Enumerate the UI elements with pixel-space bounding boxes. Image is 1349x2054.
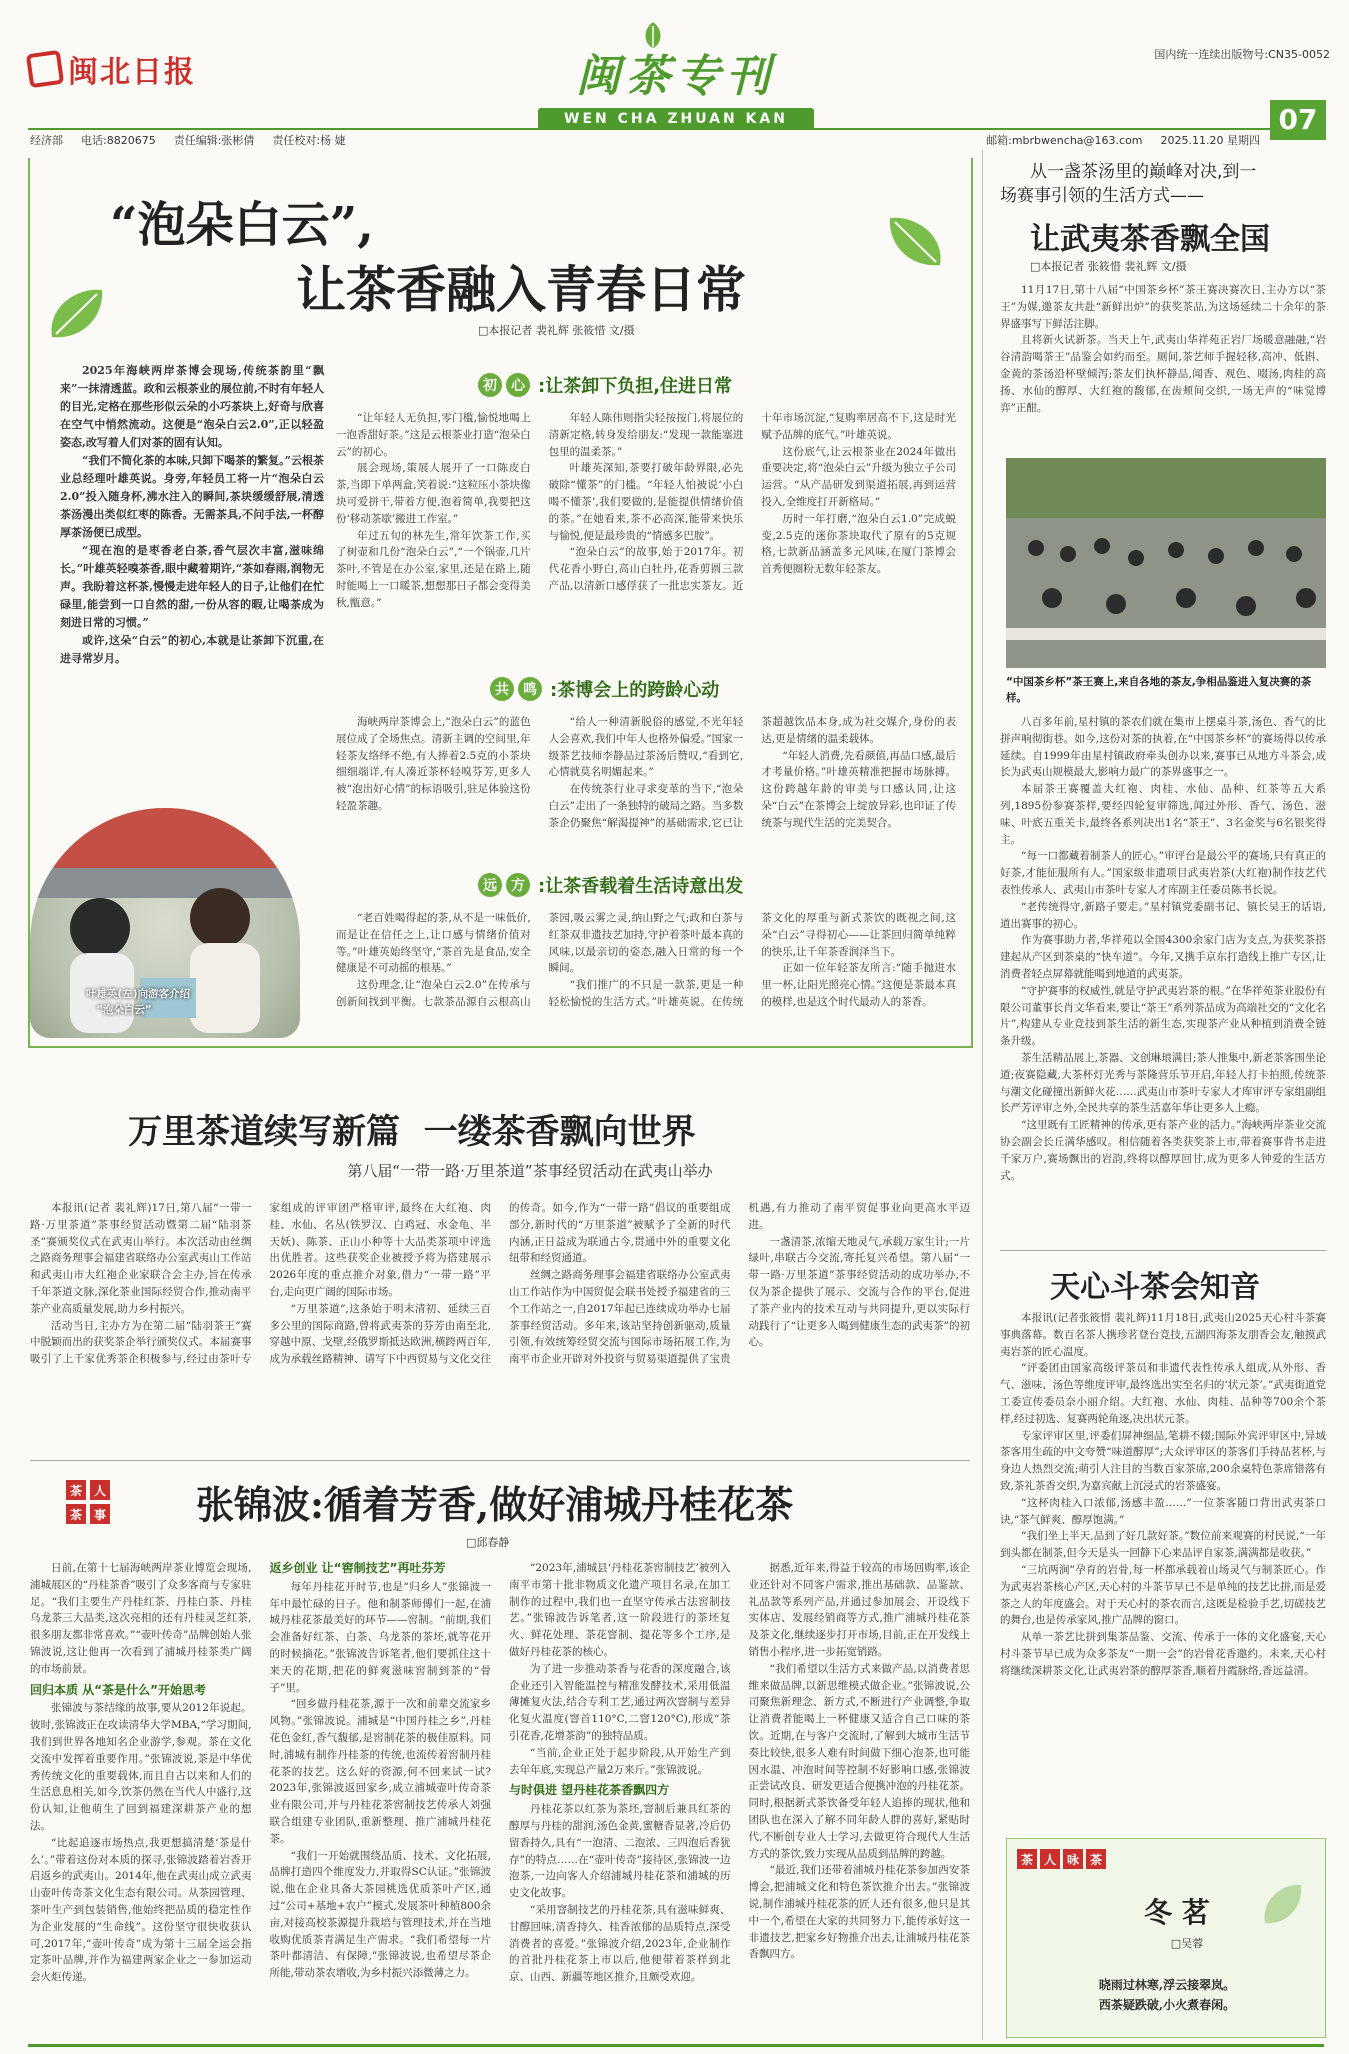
section-tag-char: 心 [506,373,530,397]
header-info-right [930,132,1260,148]
wanli-body: 本报讯(记者 裴礼辉)17日,第八届“一带一路·万里茶道”茶事经贸活动暨第二届“陆羽茶圣”赛颁奖仪式在武夷山举行。本次活动由丝绸之路商务理事会福建省联络办公室武夷山工作站和武夷山市大红袍企业家联合会主办,旨在传承千年茶道文脉,深化茶业国际经贸合作,推动南平茶产业高质量发展,助力乡村振兴。 活动当日,主办方为在第二届“陆羽茶王”赛中脱颖而出的获奖茶企举行颁奖仪式。本届赛事吸引了上千家优秀茶企积极参与,经过由茶叶专家组成的评审团严格审评,最终在大红袍、肉桂、水仙、名丛(铁罗汉、白鸡冠、水金龟、半天妖)、陈茶、正山小种等十大品类茶项中评选出优胜者。这些获奖企业被授予将为搭建展示2026年度的重点推介对象,借力“一带一路”平台,走向更广阔的国际市场。 “万里茶道”,这条始于明末清初、延续三百多公里的国际商路,曾将武夷茶的芬芳由南至北,穿越中原、戈壁,经俄罗斯抵达欧洲,横跨两百年,成为承载丝路精神、请写下中西贸易与文化交往的传奇。如今,作为“一带一路”倡议的重要组成部分,新时代的“万里茶道”被赋予了全新的时代内涵,正日益成为联通古今,贯通中外的重要文化纽带和经贸通道。 丝绸之路商务理事会福建省联络办公室武夷山工作站作为中国贸促会联书处授予福建省的三个工作站之一,自2017年起已连续成功举办七届茶事经贸活动。多年来,该站坚持创新驱动,质量引领,有效统筹经贸交流与国际市场拓展工作,为南平市企业开辟对外投资与贸易渠道提供了宝贵机遇,有力推动了南平贸促事业向更高水平迈进。 一盏清茶,浓缩天地灵气,承载万家生计;一片绿叶,串联古今交流,寄托复兴希望。第八届“一带一路·万里茶道”茶事经贸活动的成功举办,不仅为茶企提供了展示、交流与合作的平台,促进了茶产业内的技术互动与共同提升,更以实际行动践行了“让更多人喝到健康生态的武夷茶”的初心。 [30,1202,970,1366]
section-body-chuxin: “让年轻人无负担,零门槛,愉悦地喝上一泡香甜好茶。”这是云根茶业打造“泡朵白云”的初心。 展会现场,策展人展开了一口陈皮白茶,当即下单两盒,笑着说:“这粒压小茶块像块可爱拼干,带着方便,泡着简单,我要把这份‘移动茶歇’搬进工作室。” 年过五旬的林先生,常年饮茶工作,买了树壶和几份“泡朵白云”,“一个锅壶,几片茶叶,不管是在办公室,家里,还是在路上,随时能喝上一口暖茶,想想那日子都会变得美秋,甑意。” 年轻人陈伟则指尖轻按按门,将展位的清新定格,转身发给朋友:“发现一款能塞进包里的温柔茶。” 叶雄英深知,茶要打破年龄界限,必先破除“懂茶”的门槛。“年轻人怕被说‘小白喝不懂茶’,我们要做的,是能提供情绪价值的茶。”在她看来,茶不必高深,能带来快乐与愉悦,便是最珍贵的“情感多巴胺”。 “泡朵白云”的故事,始于2017年。初代花香小野白,高山白牡丹,花香剪圆三款产品,以清新口感俘获了一批忠实茶友。近十年市场沉淀,“复购率居高不下,这是时光赋予品牌的底气。”叶雄英说。 这份底气,让云根茶业在2024年做出重要决定,将“泡朵白云”升级为独立子公司运营。“从产品研发到渠道拓展,再到运营投入,全维度打开新格局。” 历时一年打磨,“泡朵白云1.0”完成蜕变,2.5克的迷你茶块取代了原有的5克规格,七款新品涵盖多元风味,在厦门茶博会首秀便圈粉无数年轻茶友。 [336,412,956,609]
feature-intro [60,362,324,802]
poem-lines: 晓雨过林寒,浮云接翠岚。 西茶疑跌破,小火煮春闲。 [1098,1978,1236,2012]
cn-number: 国内统一连续出版物号:CN35-0052 [1154,48,1330,61]
issue-date: 2025.11.20 星期四 [1160,134,1260,147]
right-byline: □本报记者 张筱惜 裴礼辉 文/摄 [1030,260,1187,273]
footer-rule [28,2044,1324,2047]
column-pinyin-banner: WEN CHA ZHUAN KAN [538,108,814,130]
logo-seal-icon [26,50,64,88]
intro-text: 2025年海峡两岸茶博会现场,传统茶韵里“飘来”一抹清透蓝。政和云根茶业的展位前,不时有年轻人的目光,定格在那些形似云朵的小巧茶块上,好奇与欣喜在空气中悄然流动。这便是“泡朵白云2.0”,正以轻盈姿态,改写着人们对茶的固有认知。 “我们不简化茶的本味,只卸下喝茶的繁复。”云根茶业总经理叶雄英说。身旁,年轻员工将一片“泡朵白云2.0”投入随身杯,沸水注入的瞬间,茶块缓缓舒展,清透茶汤漫出类似红枣的陈香。无需茶具,不问手法,一杯醇厚茶汤便已成型。 “现在泡的是枣香老白茶,香气层次丰富,滋味绵长。”叶雄英轻嗅茶香,眼中藏着期许,“茶如春雨,润物无声。我盼着这杯茶,慢慢走进年轻人的日子,让他们在忙碌里,能尝到一口自然的甜,一份从容的暇,让喝茶成为刻进日常的习惯。” 或许,这朵“白云”的初心,本就是让茶卸下沉重,在进寻常岁月。 [60,364,324,665]
section-tag-char: 共 [490,677,514,701]
right-title: 让武夷茶香飘全国 [1030,222,1270,257]
right-column-divider [982,150,983,2040]
poem-leaf-icon [1257,1879,1307,1929]
section-tag-char: 方 [506,873,530,897]
header-rule [28,128,1324,130]
wanli-title: 万里茶道续写新篇 一缕茶香飘向世界 [128,1112,696,1152]
masthead [0,0,1349,150]
phone: 电话:8820675 [81,134,156,147]
zhang-column-tag: 茶 人 茶 事 [66,1480,112,1526]
section-tag-char: 远 [478,873,502,897]
poem-box [1006,1838,1326,2038]
email: 邮箱:mbrbwencha@163.com [986,134,1143,147]
poem-author: □吴蓉 [1170,1937,1204,1950]
section-tag-char: 初 [478,373,502,397]
right-body-2: 八百多年前,星村镇的茶农们就在集市上摆桌斗茶,汤色、香气的比拼声响彻街巷。如今,这份对茶的执着,在“中国茶乡杯”的赛场得以传承延续。自1999年由星村镇政府牵头创办以来,赛事已从地方斗茶会,成长为武夷山规模最大,影响力最广的茶界盛事之一。 本届茶王赛覆盖大红袍、肉桂、水仙、品种、红茶等五大系列,1895份参赛茶样,要经四轮复审筛选,闻过外形、香气、汤色、滋味、叶底五重关卡,最终各系列决出1名“茶王”、3名金奖与6名银奖得主。 “每一口都藏着制茶人的匠心。”审评台是最公平的赛场,只有真正的好茶,才能征服所有人。”国家级非遗项目武夷岩茶(大红袍)制作技艺代表性传承人、武夷山市茶叶专家人才库副主任委员陈书长说。 “老传统得守,新路子要走。”星村镇党委副书记、镇长吴王的话语,道出赛事的初心。 作为赛事助力者,华祥苑以全国4300余家门店为支点,为获奖茶搭建起从产区到茶桌的“快车道”。今年,又携手京东打造线上推广专区,让消费者轻点屏幕就能喝到地道的武夷茶。 “守护赛事的权威性,就是守护武夷岩茶的根。”在华祥苑茶业股份有限公司董事长肖文华看来,要让“茶王”系列茶品成为高端社交的“文化名片”,构建从专业竞技到茶生活的新生态,实现茶产业从种植到消费全链条升级。 茶生活精品展上,茶器、文创琳琅满目;茶人推集中,新老茶客围坐论道;夜赛隐藏,大茶杯灯光秀与茶隆营乐节开启,年轻人打卡拍照,传统茶与潮文化碰撞出新鲜火花……武夷山市茶叶专家人才库审评专家组副组长严芳评审之外,全民共享的茶生活嘉年华让更多人上瘾。 “这里既有工匠精神的传承,更有茶产业的活力。”海峡两岸茶业交流协会副会长丘满华感叹。相信随着各类获奖茶上市,带着赛事背书走进千家万户,赛场飘出的岩韵,终将以醇厚回甘,成为更多人钟爱的生活方式。 [1000,716,1326,1182]
poem-title: 冬 茗 [1144,1896,1210,1929]
feature-leaf-left-icon [42,282,112,342]
section-body-gongming: 海峡两岸茶博会上,“泡朵白云”的蓝色展位成了全场焦点。清新主调的空间里,年轻茶友络绎不绝,有人捧着2.5克的小茶块细细端详,有人凑近茶杯轻嗅芬芳,更多人被“泡出好心情”的标语吸引,驻足体验这份轻盈茶趣。 “给人一种清新脱俗的感觉,不光年轻人会喜欢,我们中年人也格外偏爱。”国家一级茶艺技师李静品过茶汤后赞叹,“看到它,心情就莫名明媚起来。” 在传统茶行业寻求变革的当下,“泡朵白云”走出了一条独特的破局之路。当多数茶企仍聚焦“解渴提神”的基础需求,它已让茶超越饮品本身,成为社交媒介,身份的表达,更是情绪的温柔载体。 “年轻人消费,先看颜值,再品口感,最后才考量价格。”叶雄英精准把握市场脉搏。这份跨越年龄的审美与口感认同,让这朵“白云”在茶博会上绽放异彩,也印证了传统茶与现代生活的完美契合。 [336,716,956,829]
section-tag-char: 鸣 [518,677,542,701]
poem-column-tag: 茶 人 咏 茶 [1017,1849,1106,1869]
wanli-subtitle: 第八届“一带一路·万里茶道”茶事经贸活动在武夷山举办 [347,1162,713,1180]
zhang-body: 日前,在第十七届海峡两岸茶业博览会现场,浦城展区的“丹桂茶香”吸引了众多客商与专家驻足。“我们主要生产丹桂红茶、丹桂白茶、丹桂乌龙茶三大品类,这次亮相的还有丹桂灵芝红茶,很多朋友都非常喜欢。”“壶叶传奇”品牌创始人张锦波说,这让他再一次看到了浦城丹桂茶类广阔的市场前景。 回归本质 从“茶是什么”开始思考 张锦波与茶结缘的故事,要从2012年说起。彼时,张锦波正在攻读清华大学MBA,“学习期间,我们到世界各地知名企业游学,参观。茶在文化交流中发挥着重要作用。”张锦波说,茶是中华优秀传统文化的重要载体,而且自古以来和人们的生活息息相关,如今,饮茶仍然在当代人中盛行,这份认知,让他萌生了回到福建深耕茶产业的想法。 “比起追逐市场热点,我更想搞清楚‘茶是什么’。”带着这份对本质的探寻,张锦波踏着岩香开启返乡的武夷山。2014年,他在武夷山成立武夷山壶叶传奇茶文化生态有限公司。从茶园管理、茶叶生产到包装销售,他始终把品质的稳定性作为企业发展的“生命线”。这份坚守很快收获认可,2017年,“壶叶传奇”成为第十三届全运会指定茶叶品牌,并作为福建两家企业之一参加运动会火炬传递。 返乡创业 让“窖制技艺”再吐芬芳 每年丹桂花开时节,也是“归乡人”张锦波一年中最忙碌的日子。他和制茶师傅们一起,在浦城丹桂花茶最美好的环节——窖制。“前期,我们会准备好红茶、白茶、乌龙茶的茶坯,就等花开的时候摘花。”张锦波告诉笔者,他们要抓住这十来天的花期,把花的鲜爽滋味窖制到茶的“骨子”里。 “回乡做丹桂花茶,源于一次和前辈交流家乡风物。”张锦波说。浦城是“中国丹桂之乡”,丹桂花色金红,香气馥郁,是窖制花茶的极佳原料。同时,浦城有制作丹桂茶的传统,也流传着窖制丹桂花茶的技艺。这么好的资源,何不回来试一试?2023年,张锦波返回家乡,成立浦城壶叶传奇茶业有限公司,并与丹桂花茶窖制技艺传承人刘强联合组建专业团队,重新整理、推广浦城丹桂花茶。 “我们一开始就围绕品质、技术、文化拓展,品牌打造四个维度发力,并取得SC认证。”张锦波说,他在企业具备大茶园桃选优质茶叶产区,通过“公司+基地+农户”模式,发展茶叶种植800余亩,对接高校茶源提升栽培与管理技术,并在当地收购优质茶青满足生产需求。“我们希望每一片茶叶都清洁、有保障,”张锦波说,也希望尽茶企所能,带动茶农增收,为乡村振兴添微薄之力。 “2023年,浦城县‘丹桂花茶窖制技艺’被列入南平市第十批非物质文化遗产项目名录,在加工制作的过程中,我们也一直坚守传承古法窖制技艺。”张锦波告诉笔者,这一阶段进行的茶坯复火、鲜花处理、茶花窨制、提花等多个工序,是做好丹桂花茶的核心。 为了进一步推动茶香与花香的深度融合,该企业还引入智能温控与精准发酵技术,采用低温薄摊复火法,结合专利工艺,通过两次窨制与差异化复火温度(窨首110°C,二窨120°C),形成“茶引花香,花增茶韵”的独特品质。 “当前,企业正处于起步阶段,从开始生产到去年年底,实现总产量2万来斤。”张锦波说。 与时俱进 望丹桂花茶香飘四方 丹桂花茶以红茶为茶坯,窨制后兼具红茶的醇厚与丹桂的甜润,汤色金黄,蜜糖香显著,冷后仍留香持久,具有“一泡清、二泡浓、三四泡后香犹存”的特点……在“壶叶传奇”接待区,张锦波一边泡茶,一边向客人介绍浦城丹桂花茶和浦城的历史文化故事。 “采用窨制技艺的丹桂花茶,具有滋味鲜爽、甘醇回味,清香持久、桂香浓郁的品质特点,深受消费者的喜爱。”张锦波介绍,2023年,企业制作的首批丹桂花茶上市以后,他便带着茶样到北京、山西、新疆等地区推介,且颇受欢迎。 据悉,近年来,得益于较高的市场回购率,该企业还针对不同客户需求,推出基础款、品鉴款、礼品款等系列产品,并通过参加展会、开设线下实体店、发展经销商等方式,推广浦城丹桂花茶及茶文化,继续逐步打开市场,目前,正在开发线上销售小程序,进一步拓宽销路。 “我们希望以生活方式来做产品,以消费者思维来做品牌,以新思维模式做企业。”张锦波说,公司聚焦新理念、新方式,不断进行产业调整,争取让消费者能喝上一杯健康又适合自己口味的茶饮。近期,在与客户交流时,了解到大城市生活节奏比较快,很多人难有时间做下细心泡茶,也可能因水温、冲泡时间等控制不好影响口感,张锦波正尝试改良、研发更适合便携冲泡的丹桂花茶。同时,根据新式茶饮备受年轻人追捧的现状,他和团队也在深入了解不同年龄人群的喜好,紧贴时代,不断创专业人士学习,去做更符合现代人生活方式的茶饮,致力实现从品质到品牌的跨越。 “最近,我们还带着浦城丹桂花茶参加西安茶博会,把浦城文化和特色茶饮推介出去。”张锦波说,制作浦城丹桂花茶的匠人还有很多,他只是其中一个,希望在大家的共同努力下,能传承好这一非遗技艺,把家乡好物推介出去,让浦城丹桂花茶香飘四方。 [30,1561,970,1984]
right-kicker: 从一盏茶汤里的巅峰对决,到一 场赛事引领的生活方式—— [1000,162,1257,206]
page-number-badge: 07 [1270,100,1326,140]
column-title: 闽茶专刊 [576,51,776,102]
feature-leaf-right-icon [880,210,950,270]
divider-line [30,1460,970,1461]
zhang-title: 张锦波:循着芳香,做好浦城丹桂花茶 [196,1482,794,1527]
feature-title-line2: 让茶香融入青春日常 [296,260,746,319]
header-info-left [30,132,550,148]
zhang-byline: □邱春静 [466,1536,510,1549]
proofreader: 责任校对:杨 婕 [272,134,346,147]
dept: 经济部 [30,134,63,147]
right-body-1: 11月17日,第十八届“中国茶乡杯”茶王赛决赛次日,主办方以“茶王”为媒,邀茶友共赴“新鲜出炉”的获奖茶品,为这场延续二十余年的茶界盛事写下鲜活注脚。 且将新火试新茶。当天上午,武夷山华祥苑正岩厂场暖意融融,“岩谷清韵喝茶王”品鉴会如约而至。厕间,茶艺师手握轻移,高冲、低斟、金黄的茶汤沿杯壁倾泻;茶友们执杯静品,闻香、观色、啜汤,肉桂的高扬、水仙的醇厚、大红袍的馥郁,在齿颊间交织,一场无声的“味觉博弈”正酣。 [1000,284,1326,414]
right-divider [1000,1250,1326,1251]
feature-byline: □本报记者 裴礼辉 张筱惜 文/摄 [478,324,635,337]
newspaper-logo: 闽北日报 [28,46,208,92]
section-heading-chuxin: 初 心 :让茶卸下负担,住进日常 [478,372,898,398]
feature-photo-caption: 叶雄英(左)向游客介绍 “泡朵白云” [86,988,191,1016]
feature-title-line1: “泡朵白云”, [110,197,374,253]
section-body-yuanfang: “老百姓喝得起的茶,从不是一味低价,而是让在信任之上,让口感与情绪价值对等。”叶雄英始终坚守,“茶首先是食品,安全健康是不可动摇的根基。” 这份理念,让“泡朵白云2.0”在传承与创新间找到平衡。七款茶品源自云根高山茶园,吸云雾之灵,纳山野之气;政和白茶与红茶双非遗技艺加持,守护着茶叶最本真的风味,以最亲切的姿态,融入日常的每一个瞬间。 “我们推广的不只是一款茶,更是一种轻松愉悦的生活方式。”叶雄英说。在传统茶文化的厚重与新式茶饮的既视之间,这朵“白云”寻得初心——让茶回归简单纯粹的快乐,让千年茶香润泽当下。 正如一位年轻茶友所言:“随手抛进水里一杯,让阳光照亮心情。”这便是茶最本真的模样,也是这个时代最动人的茶香。 [336,912,956,1008]
leaf-icon [640,20,666,50]
section-heading-yuanfang: 远 方 :让茶香载着生活诗意出发 [478,872,918,898]
tianxin-body: 本报讯(记者张筱惜 裴礼辉)11月18日,武夷山2025天心村斗茶赛事典落幕。数百名茶人携珍茗登台竞技,五湖四海茶友朋香会友,触摸武夷岩茶的匠心温度。 “评委团由国家高级评茶员和非遗代表性传承人组成,从外形、香气、滋味、汤色等维度评审,最终选出实至名归的‘状元茶’。”武夷街道党工委宣传委员奈小丽介绍。大红袍、水仙、肉桂、品种等700余个茶样,经过初选、复赛两轮角逐,决出状元茶。 专家评审区里,评委们屏神细品,笔耕不辍;国际外宾评审区中,异域茶客用生疏的中文夸赞“味道醇厚”;大众评审区的茶客们手持品茗杯,与身边人热烈交流;萌引人注目的当数百家茶席,200余桌特色茶席错落有致,茶礼茶香交织,为嘉宾献上沉浸式的岩茶盛宴。 “这杯肉桂入口浓郁,汤感丰盈……”一位茶客随口背出武夷茶口诀,“茶气鲜爽、醇厚饱满。” “我们坐上半天,品到了好几款好茶。”数位前来观赛的村民说,“一年到头都在制茶,但今天是头一回静下心来品评自家茶,满满都是收获。” “三坑两涧”孕育的岩骨,每一杯都承载着山场灵气与制茶匠心。作为武夷岩茶核心产区,天心村的斗茶节早已不是单纯的技艺比拼,而是爱茶之人的年度盛会。对于天心村的茶农而言,这既是检验手艺,切磋技艺的舞台,也是传承家风,推广品牌的窗口。 从单一茶艺比拼到集茶品鉴、交流、传承于一体的文化盛宴,天心村斗茶节早已成为众多茶友“一期一会”的岩骨花香邀约。未来,天心村将继续深耕茶文化,让武夷岩茶的醇厚茶香,顺着丹霞脉络,香远益清。 [1000,1312,1326,1677]
editor: 责任编辑:张彬倩 [173,134,255,147]
tea-contest-caption: “中国茶乡杯”茶王赛上,来自各地的茶友,争相品鉴进入复决赛的茶样。 [1006,676,1312,704]
tea-contest-photo [1006,458,1326,668]
tianxin-title: 天心斗茶会知音 [1050,1270,1260,1305]
section-heading-gongming: 共 鸣 :茶博会上的跨龄心动 [490,676,910,702]
